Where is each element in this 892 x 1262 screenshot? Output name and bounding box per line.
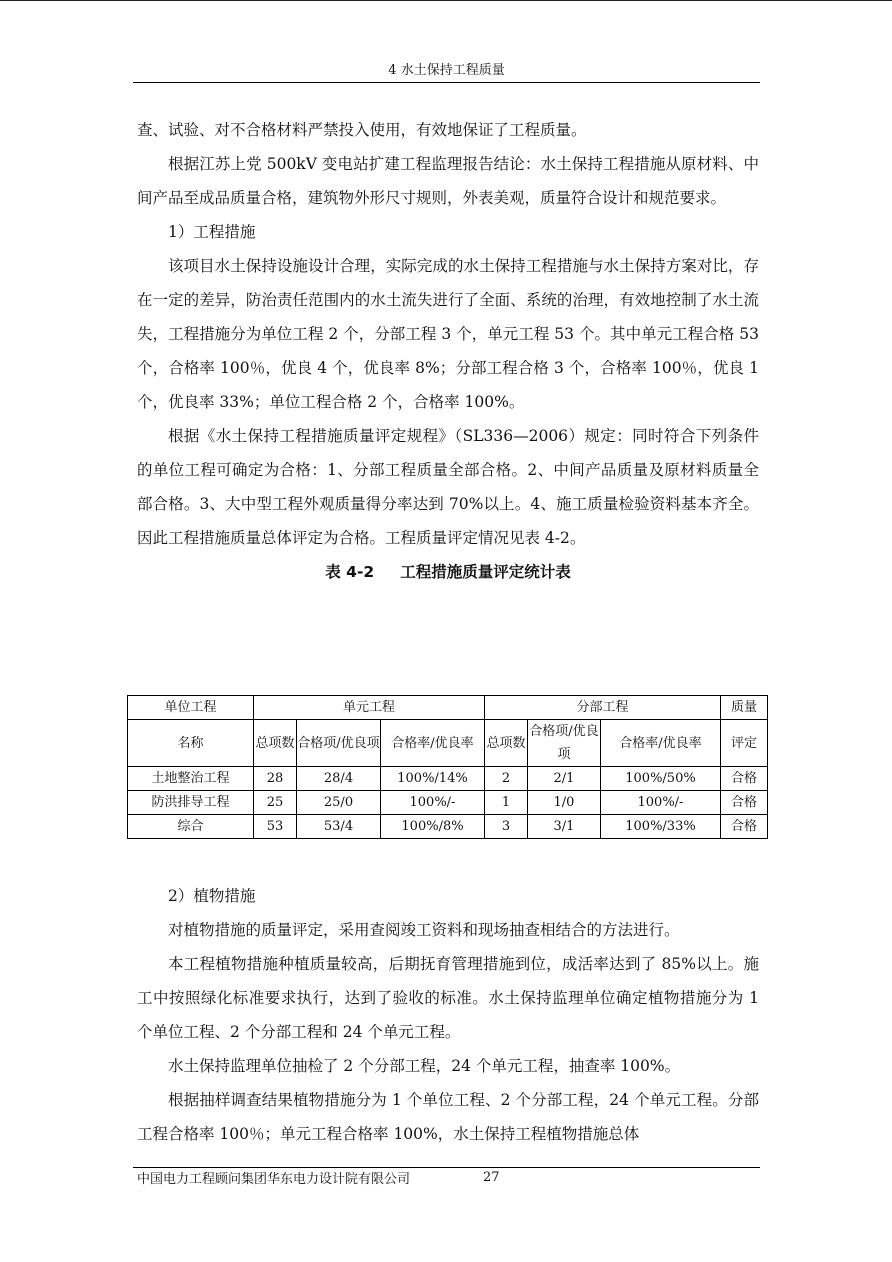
table-cell: 土地整治工程: [128, 767, 254, 791]
section-heading: 2）植物措施: [168, 887, 256, 905]
table-cell: 1/0: [528, 791, 601, 815]
table-cell: 25/0: [297, 791, 381, 815]
body-text-top: [137, 113, 759, 589]
header-cell: 名称: [128, 720, 254, 767]
table-row: [128, 815, 768, 839]
quality-table: [127, 695, 768, 839]
header-cell: 评定: [721, 720, 768, 767]
table-cell: 28/4: [297, 767, 381, 791]
table-cell: 53/4: [297, 815, 381, 839]
header-cell: 合格项/优良项: [297, 720, 381, 767]
paragraph: 根据《水土保持工程措施质量评定规程》（SL336—2006）规定：同时符合下列条件的单位工程可确定为合格：1、分部工程质量全部合格。2、中间产品质量及原材料质量全部合格。3、大中型工程外观质量得分率达到 70%以上。4、施工质量检验资料基本齐全。因此工程措施质量总体评定为合格。工程质量评定情况见表 4-2。: [137, 427, 759, 547]
header-cell: 分部工程: [485, 696, 721, 720]
header-cell: 质量: [721, 696, 768, 720]
table-row: [128, 767, 768, 791]
table-row: [128, 791, 768, 815]
table-header-row: [128, 720, 768, 767]
table-cell: 100%/33%: [601, 815, 721, 839]
table-cell: 100%/50%: [601, 767, 721, 791]
paragraph: 本工程植物措施种植质量较高，后期抚育管理措施到位，成活率达到了 85%以上。施工中按照绿化标准要求执行，达到了验收的标准。水土保持监理单位确定植物措施分为 1 个单位工程、2 个分部工程和 24 个单元工程。: [137, 955, 759, 1041]
table-cell: 28: [254, 767, 297, 791]
page-header: [133, 60, 760, 83]
paragraph: 根据江苏上党 500kV 变电站扩建工程监理报告结论：水土保持工程措施从原材料、中间产品至成品质量合格，建筑物外形尺寸规则，外表美观，质量符合设计和规范要求。: [137, 155, 759, 207]
table-cell: 2/1: [528, 767, 601, 791]
header-title: 4 水土保持工程质量: [388, 63, 505, 78]
table-cell: 3: [485, 815, 528, 839]
footer-organization: 中国电力工程顾问集团华东电力设计院有限公司: [137, 1172, 411, 1187]
page-top-border: [0, 0, 892, 1]
table-cell: 2: [485, 767, 528, 791]
paragraph: 水土保持监理单位抽检了 2 个分部工程，24 个单元工程，抽查率 100%。: [168, 1057, 681, 1075]
body-text-bottom: [137, 879, 759, 1151]
paragraph: 查、试验、对不合格材料严禁投入使用，有效地保证了工程质量。: [137, 121, 587, 139]
header-cell: 合格率/优良率: [601, 720, 721, 767]
table-cell: 25: [254, 791, 297, 815]
table-caption: [137, 555, 759, 589]
header-cell: 总项数: [485, 720, 528, 767]
table-cell: 合格: [721, 815, 768, 839]
header-cell: 单位工程: [128, 696, 254, 720]
table-cell: 100%/-: [601, 791, 721, 815]
table-cell: 53: [254, 815, 297, 839]
table-caption-title: 工程措施质量评定统计表: [400, 563, 571, 581]
table-cell: 1: [485, 791, 528, 815]
paragraph: 对植物措施的质量评定，采用查阅竣工资料和现场抽查相结合的方法进行。: [168, 921, 680, 939]
header-cell: 合格项/优良项: [528, 720, 601, 767]
table-cell: 100%/-: [381, 791, 485, 815]
table-cell: 合格: [721, 791, 768, 815]
header-cell: 单元工程: [254, 696, 485, 720]
footer-divider: [133, 1167, 760, 1168]
paragraph: 根据抽样调查结果植物措施分为 1 个单位工程、2 个分部工程，24 个单元工程。分部工程合格率 100％；单元工程合格率 100%，水土保持工程植物措施总体: [137, 1091, 759, 1143]
page-number: 27: [483, 1170, 500, 1185]
table-header-row: [128, 696, 768, 720]
table-cell: 综合: [128, 815, 254, 839]
table-cell: 100%/14%: [381, 767, 485, 791]
section-heading: 1）工程措施: [168, 223, 256, 241]
table-cell: 防洪排导工程: [128, 791, 254, 815]
header-cell: 合格率/优良率: [381, 720, 485, 767]
table-cell: 合格: [721, 767, 768, 791]
table-cell: 3/1: [528, 815, 601, 839]
table-caption-number: 表 4-2: [325, 563, 375, 581]
paragraph: 该项目水土保持设施设计合理，实际完成的水土保持工程措施与水土保持方案对比，存在一定的差异，防治责任范围内的水土流失进行了全面、系统的治理，有效地控制了水土流失，工程措施分为单位工程 2 个，分部工程 3 个，单元工程 53 个。其中单元工程合格 53 个，合格率 100％，优良 4 个，优良率 8%；分部工程合格 3 个，合格率 100％，优良 1 个，优良率 33%；单位工程合格 2 个，合格率 100%。: [137, 257, 759, 411]
header-cell: 总项数: [254, 720, 297, 767]
table-cell: 100%/8%: [381, 815, 485, 839]
